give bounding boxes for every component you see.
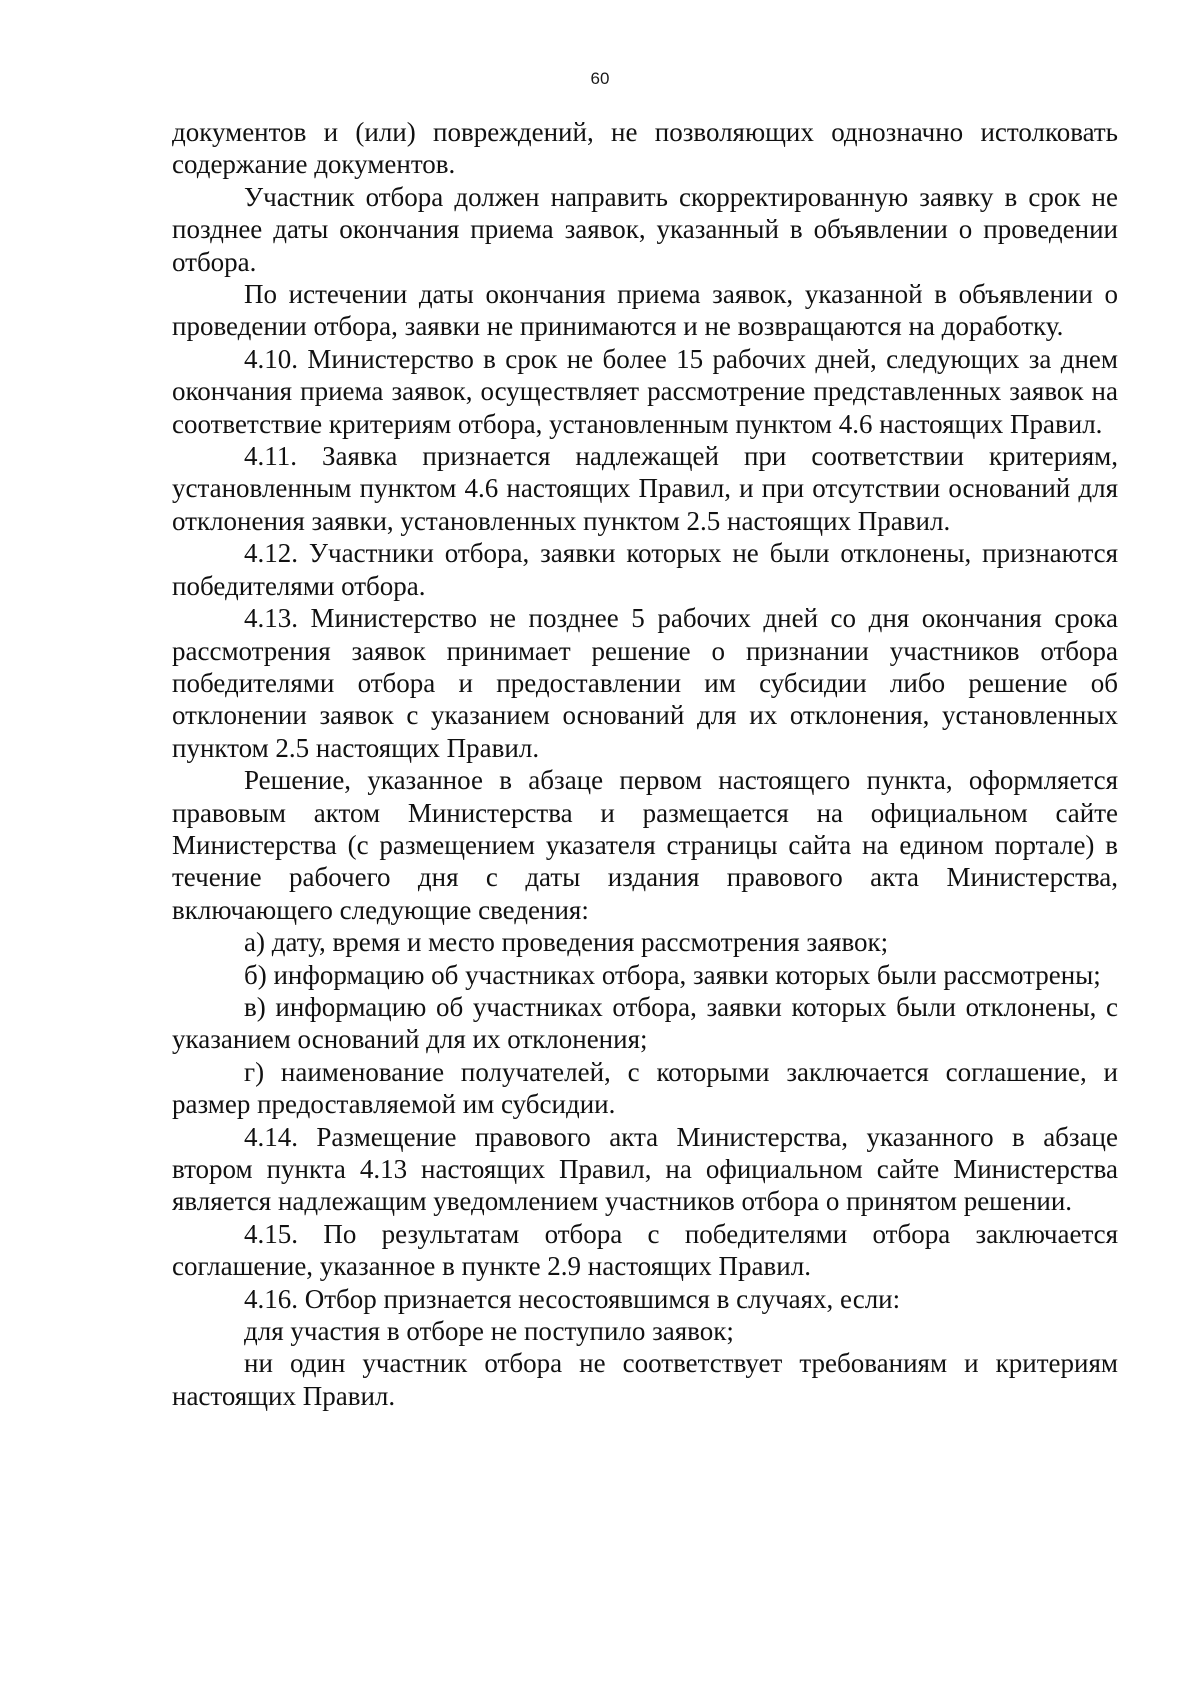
paragraph: 4.15. По результатам отбора с победителями отбора заключается соглашение, указанное в пункте 2.9 настоящих Правил. (172, 1218, 1118, 1282)
page-number: 60 (590, 69, 610, 88)
paragraph: ни один участник отбора не соответствует требованиям и критериям настоящих Правил. (172, 1348, 1118, 1411)
paragraph: Решение, указанное в абзаце первом настоящего пункта, оформляется правовым актом Министерства и размещается на официальном сайте Министерства (с размещением указателя страницы сайта на едином портале) в течение рабочего дня с даты издания правового акта Министерства, включающего следующие сведения: (172, 765, 1118, 925)
list-item: в) информацию об участниках отбора, заявки которых были отклонены, с указанием оснований для их отклонения; (172, 991, 1118, 1055)
paragraph: 4.16. Отбор признается несостоявшимся в случаях, если: (244, 1283, 901, 1314)
paragraph: По истечении даты окончания приема заявок, указанной в объявлении о проведении отбора, заявки не принимаются и не возвращаются на доработку. (172, 279, 1118, 342)
list-item: а) дату, время и место проведения рассмотрения заявок; (244, 927, 889, 958)
paragraph: для участия в отборе не поступило заявок; (244, 1316, 734, 1347)
paragraph: 4.14. Размещение правового акта Министерства, указанного в абзаце втором пункта 4.13 настоящих Правил, на официальном сайте Министерства является надлежащим уведомлением участников отбора о принятом решении. (172, 1121, 1118, 1217)
document-body (172, 116, 1118, 1412)
paragraph: 4.13. Министерство не позднее 5 рабочих дней со дня окончания срока рассмотрения заявок принимает решение о признании участников отбора победителями отбора и предоставлении им субсидии либо решение об отклонении заявок с указанием оснований для их отклонения, установленных пунктом 2.5 настоящих Правил. (172, 603, 1118, 763)
paragraph: Участник отбора должен направить скорректированную заявку в срок не позднее даты окончания приема заявок, указанный в объявлении о проведении отбора. (172, 181, 1118, 277)
list-item: б) информацию об участниках отбора, заявки которых были рассмотрены; (244, 959, 1101, 990)
paragraph: документов и (или) повреждений, не позволяющих однозначно истолковать содержание документов. (172, 117, 1118, 180)
paragraph: 4.12. Участники отбора, заявки которых не были отклонены, признаются победителями отбора. (172, 538, 1118, 601)
list-item: г) наименование получателей, с которыми заключается соглашение, и размер предоставляемой им субсидии. (172, 1056, 1118, 1120)
paragraph: 4.11. Заявка признается надлежащей при соответствии критериям, установленным пунктом 4.6 настоящих Правил, и при отсутствии оснований для отклонения заявки, установленных пунктом 2.5 настоящих Правил. (172, 441, 1118, 536)
paragraph: 4.10. Министерство в срок не более 15 рабочих дней, следующих за днем окончания приема заявок, осуществляет рассмотрение представленных заявок на соответствие критериям отбора, установленным пунктом 4.6 настоящих Правил. (172, 343, 1118, 439)
